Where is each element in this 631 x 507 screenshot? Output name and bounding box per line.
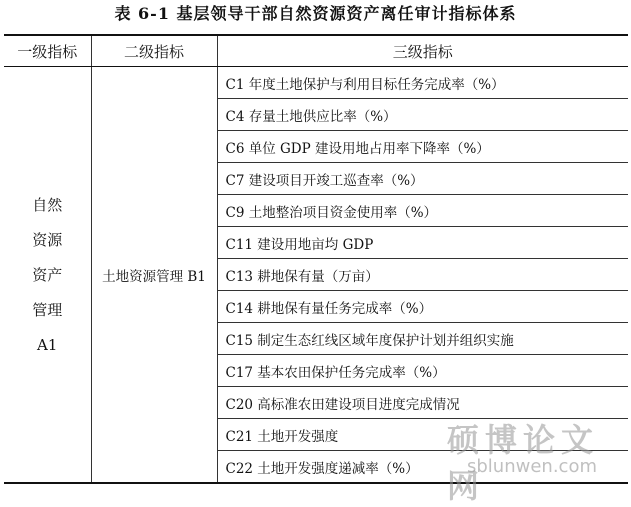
level3-cell: C9 土地整治项目资金使用率（%） xyxy=(217,195,628,227)
level1-line: A1 xyxy=(37,335,58,354)
level1-line: 资源 xyxy=(32,230,63,249)
level3-cell: C4 存量土地供应比率（%） xyxy=(217,99,628,131)
watermark-url: sblunwen.com xyxy=(467,456,597,477)
level3-cell: C11 建设用地亩均 GDP xyxy=(217,227,628,259)
level2-cell: 土地资源管理 B1 xyxy=(91,67,217,484)
indicator-table xyxy=(4,34,628,484)
level3-cell: C17 基本农田保护任务完成率（%） xyxy=(217,355,628,387)
level3-cell: C15 制定生态红线区域年度保护计划并组织实施 xyxy=(217,323,628,355)
header-level1: 一级指标 xyxy=(4,35,91,67)
table-row xyxy=(4,67,628,99)
level3-cell: C22 土地开发强度递减率（%） xyxy=(217,451,628,484)
level3-cell: C6 单位 GDP 建设用地占用率下降率（%） xyxy=(217,131,628,163)
header-level2: 二级指标 xyxy=(91,35,217,67)
header-level3: 三级指标 xyxy=(217,35,628,67)
table-caption: 表 6-1 基层领导干部自然资源资产离任审计指标体系 xyxy=(114,4,517,23)
level3-cell: C14 耕地保有量任务完成率（%） xyxy=(217,291,628,323)
watermark-text: 硕博论文网 xyxy=(447,421,600,505)
level1-line: 自然 xyxy=(32,195,63,214)
level3-cell: C13 耕地保有量（万亩） xyxy=(217,259,628,291)
level3-cell: C21 土地开发强度 xyxy=(217,419,628,451)
level3-cell: C20 高标准农田建设项目进度完成情况 xyxy=(217,387,628,419)
level1-line: 管理 xyxy=(32,300,63,319)
level1-line: 资产 xyxy=(32,265,63,284)
table-header-row xyxy=(4,35,628,67)
level3-cell: C7 建设项目开竣工巡查率（%） xyxy=(217,163,628,195)
level3-cell: C1 年度土地保护与利用目标任务完成率（%） xyxy=(217,67,628,99)
level1-cell xyxy=(4,67,91,484)
